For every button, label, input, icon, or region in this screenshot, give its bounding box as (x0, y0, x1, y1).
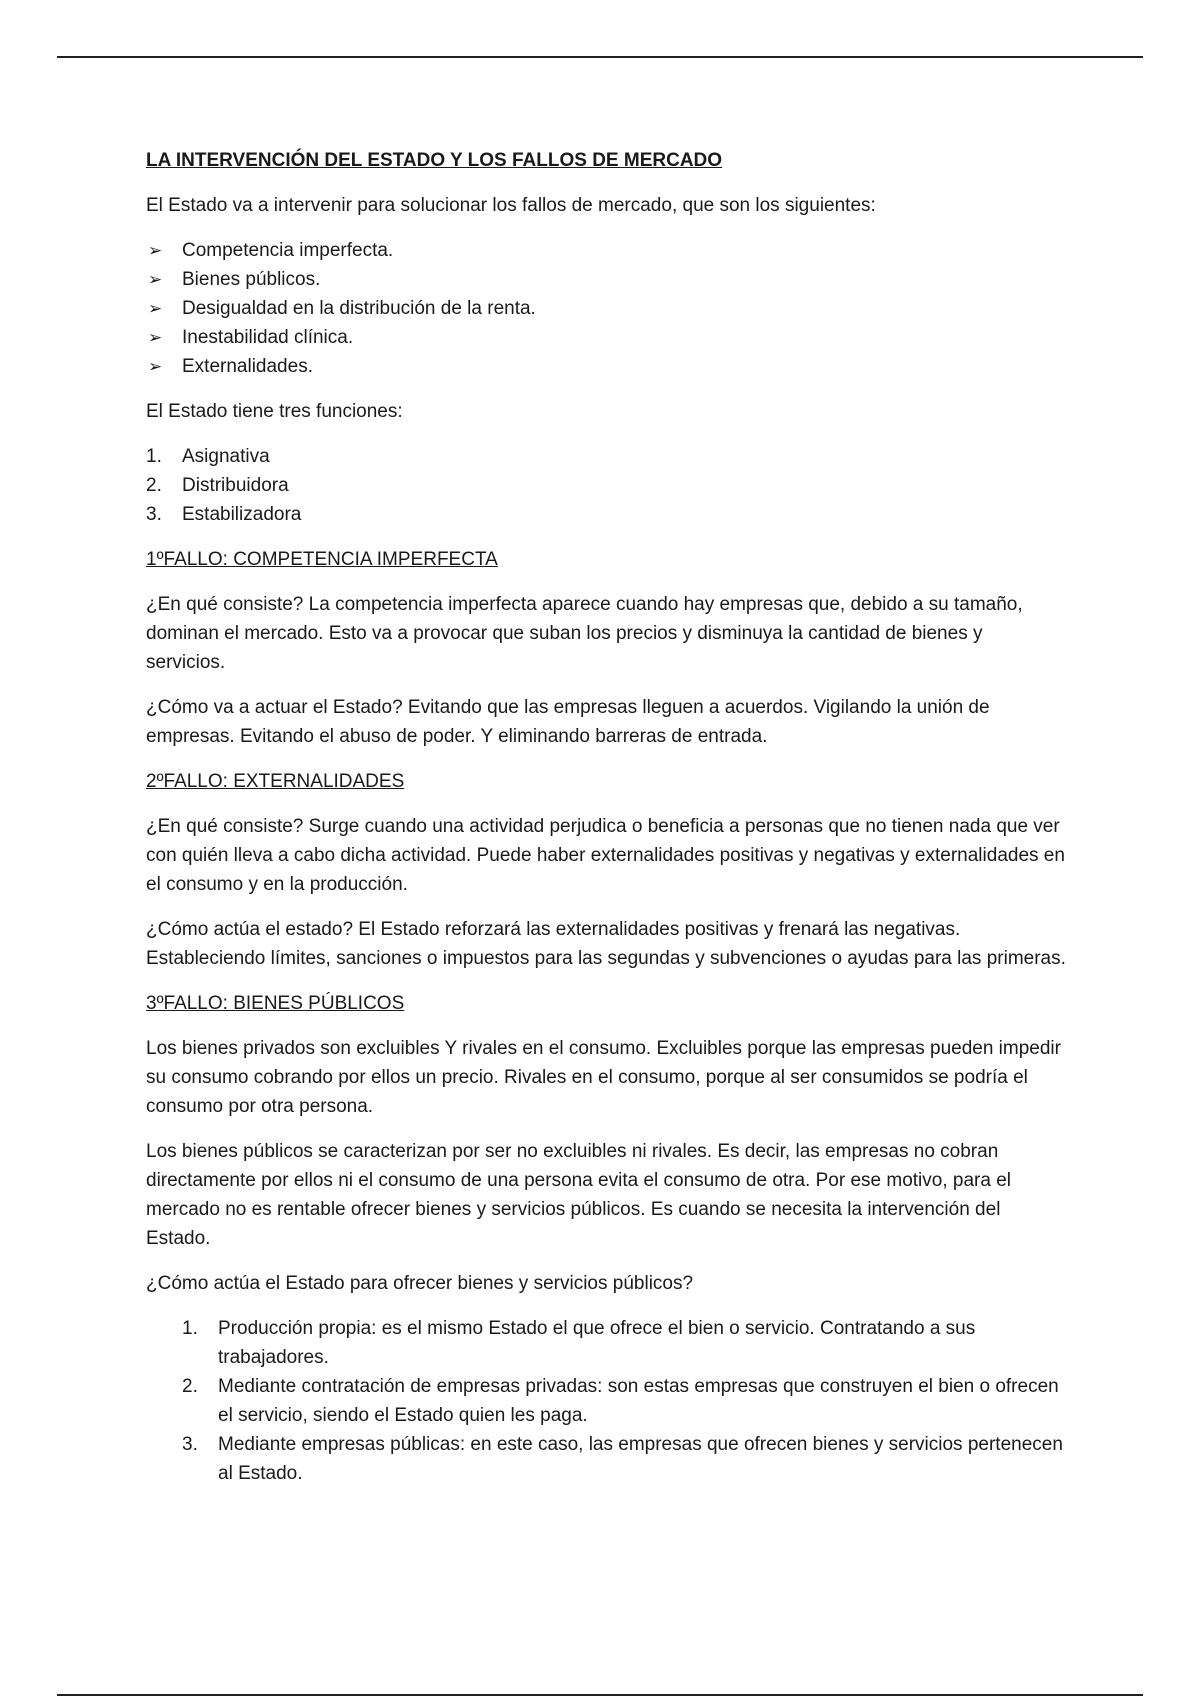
list-item (146, 236, 1066, 265)
section2-paragraph-2: ¿Cómo actúa el estado? El Estado reforzará las externalidades positivas y frenará las negativas. Estableciendo límites, sanciones o impuestos para las segundas y subvenciones o ayudas para las primeras. (146, 919, 1066, 969)
header-rule (57, 56, 1143, 58)
public-goods-ways-list (146, 1314, 1066, 1488)
list-item-text: Asignativa (182, 446, 270, 467)
list-item (146, 500, 1066, 529)
list-item (146, 1430, 1066, 1488)
list-number: 2. (146, 475, 162, 496)
failures-list (146, 236, 1066, 381)
arrow-bullet-icon: ➢ (148, 299, 163, 318)
section1-paragraph-1: ¿En qué consiste? La competencia imperfecta aparece cuando hay empresas que, debido a su tamaño, dominan el mercado. Esto va a provocar que suban los precios y disminuya la cantidad de bienes y servicios. (146, 594, 1023, 673)
list-item-text: Mediante empresas públicas: en este caso, las empresas que ofrecen bienes y servicios pertenecen al Estado. (218, 1434, 1063, 1484)
list-item (146, 294, 1066, 323)
list-item (146, 442, 1066, 471)
list-item (146, 323, 1066, 352)
intro-paragraph: El Estado va a intervenir para solucionar los fallos de mercado, que son los siguientes: (146, 195, 876, 216)
list-number: 1. (146, 446, 162, 467)
arrow-bullet-icon: ➢ (148, 270, 163, 289)
list-number: 3. (146, 504, 162, 525)
list-item-text: Producción propia: es el mismo Estado el que ofrece el bien o servicio. Contratando a sus trabajadores. (218, 1318, 976, 1368)
section3-paragraph-3: ¿Cómo actúa el Estado para ofrecer bienes y servicios públicos? (146, 1273, 694, 1294)
list-item (146, 1372, 1066, 1430)
footer-rule (57, 1694, 1143, 1696)
list-item-text: Estabilizadora (182, 504, 302, 525)
arrow-bullet-icon: ➢ (148, 241, 163, 260)
functions-list (146, 442, 1066, 529)
arrow-bullet-icon: ➢ (148, 328, 163, 347)
arrow-bullet-icon: ➢ (148, 357, 163, 376)
list-item (146, 471, 1066, 500)
list-item-text: Bienes públicos. (182, 269, 321, 290)
list-number: 2. (182, 1376, 198, 1397)
list-item-text: Mediante contratación de empresas privadas: son estas empresas que construyen el bien o ofrecen el servicio, siendo el Estado quien les paga. (218, 1376, 1059, 1426)
functions-intro: El Estado tiene tres funciones: (146, 401, 403, 422)
list-number: 3. (182, 1434, 198, 1455)
list-item (146, 352, 1066, 381)
section2-paragraph-1: ¿En qué consiste? Surge cuando una actividad perjudica o beneficia a personas que no tienen nada que ver con quién lleva a cabo dicha actividad. Puede haber externalidades positivas y negativas y externalidades en el consumo y en la producción. (146, 816, 1065, 895)
list-number: 1. (182, 1318, 198, 1339)
document-title: LA INTERVENCIÓN DEL ESTADO Y LOS FALLOS DE MERCADO (146, 150, 723, 171)
section-heading-externalidades: 2ºFALLO: EXTERNALIDADES (146, 771, 405, 792)
section3-paragraph-1: Los bienes privados son excluibles Y rivales en el consumo. Excluibles porque las empresas pueden impedir su consumo cobrando por ellos un precio. Rivales en el consumo, porque al ser consumidos se podría el consumo por otra persona. (146, 1038, 1061, 1117)
list-item-text: Externalidades. (182, 356, 313, 377)
list-item (146, 1314, 1066, 1372)
list-item-text: Competencia imperfecta. (182, 240, 394, 261)
list-item-text: Inestabilidad clínica. (182, 327, 354, 348)
list-item-text: Desigualdad en la distribución de la renta. (182, 298, 536, 319)
section1-paragraph-2: ¿Cómo va a actuar el Estado? Evitando que las empresas lleguen a acuerdos. Vigilando la unión de empresas. Evitando el abuso de poder. Y eliminando barreras de entrada. (146, 697, 990, 747)
section3-paragraph-2: Los bienes públicos se caracterizan por ser no excluibles ni rivales. Es decir, las empresas no cobran directamente por ellos ni el consumo de una persona evita el consumo de otra. Por ese motivo, para el mercado no es rentable ofrecer bienes y servicios públicos. Es cuando se necesita la intervención del Estado. (146, 1141, 1011, 1249)
section-heading-bienes-publicos: 3ºFALLO: BIENES PÚBLICOS (146, 993, 405, 1014)
list-item-text: Distribuidora (182, 475, 289, 496)
document-body (146, 146, 1066, 1504)
section-heading-competencia: 1ºFALLO: COMPETENCIA IMPERFECTA (146, 549, 498, 570)
list-item (146, 265, 1066, 294)
